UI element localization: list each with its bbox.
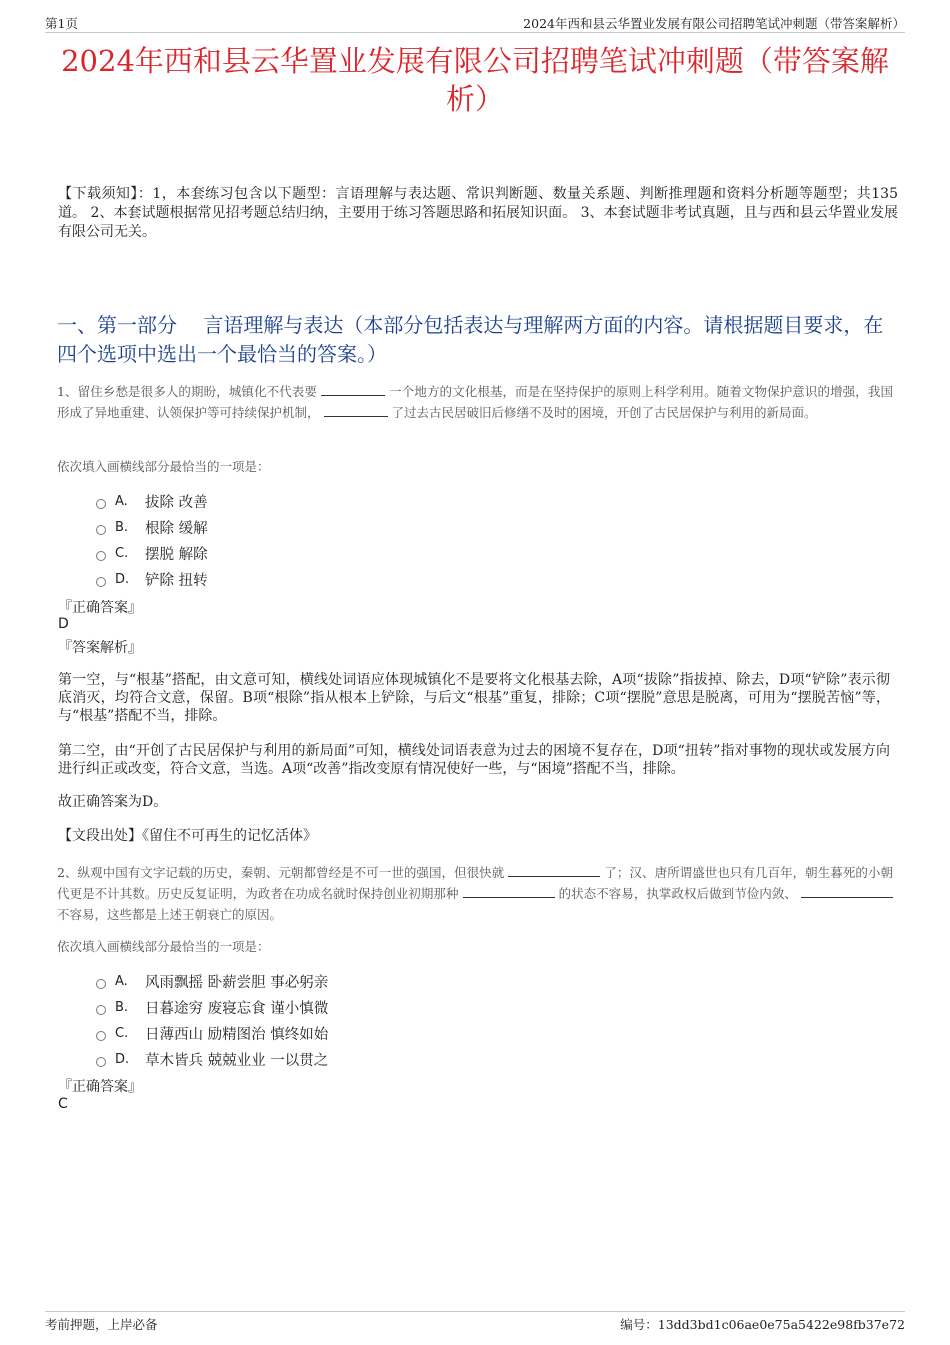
question-2-options bbox=[96, 968, 328, 1072]
option-text: 铲除 扭转 bbox=[145, 572, 208, 589]
page-title: 2024年西和县云华置业发展有限公司招聘笔试冲刺题（带答案解析） bbox=[61, 44, 889, 116]
option-text: 日暮途穷 废寝忘食 谨小慎微 bbox=[145, 1000, 329, 1017]
radio-icon[interactable] bbox=[96, 1005, 106, 1015]
question-1-prompt: 依次填入画横线部分最恰当的一项是： bbox=[57, 459, 270, 474]
radio-icon[interactable] bbox=[96, 525, 106, 535]
question-1-part-1: 1、留住乡愁是很多人的期盼，城镇化不代表要 bbox=[57, 384, 318, 399]
question-2-part-3: 的状态不容易，执掌政权后做到节俭内敛、 bbox=[558, 886, 797, 901]
radio-icon[interactable] bbox=[96, 577, 106, 587]
option-b[interactable] bbox=[96, 994, 328, 1020]
passage-source: 【文段出处】《留住不可再生的记忆活体》 bbox=[58, 828, 317, 844]
radio-icon[interactable] bbox=[96, 499, 106, 509]
option-d[interactable] bbox=[96, 1046, 328, 1072]
question-1-part-3: 了过去古民居破旧后修缮不及时的困境，开创了古民居保护与利用的新局面。 bbox=[391, 405, 817, 420]
option-letter: B. bbox=[115, 519, 129, 535]
header-doc-title: 2024年西和县云华置业发展有限公司招聘笔试冲刺题（带答案解析） bbox=[523, 16, 905, 31]
footer-doc-id: 编号：13dd3bd1c06ae0e75a5422e98fb37e72 bbox=[620, 1317, 905, 1332]
fill-blank bbox=[321, 383, 385, 396]
fill-blank bbox=[508, 864, 600, 877]
analysis-paragraph-2: 第二空，由“开创了古民居保护与利用的新局面”可知，横线处词语表意为过去的困境不复存在，D项“扭转”指对事物的现状或发展方向进行纠正或改变，符合文意，当选。A项“改善”指改变原有情况使好一些，与“困境”搭配不当，排除。 bbox=[58, 743, 890, 777]
analysis-paragraph-1: 第一空，与“根基”搭配，由文意可知，横线处词语应体现城镇化不是要将文化根基去除，A项“拔除”指拔掉、除去，D项“铲除”表示彻底消灭，均符合文意，保留。B项“根除”指从根本上铲除，与后文“根基”重复，排除；C项“摆脱”意思是脱离，可用为“摆脱苦恼”等，与“根基”搭配不当，排除。 bbox=[58, 672, 890, 724]
option-text: 拔除 改善 bbox=[145, 494, 208, 511]
radio-icon[interactable] bbox=[96, 979, 106, 989]
page-footer bbox=[45, 1311, 905, 1332]
page-header bbox=[45, 14, 905, 33]
question-2-part-2: 了；汉、唐所谓盛世也只有几百年，朝生暮死的小朝代更是不计其数。历史反复证明，为政者在功成名就时保持创业初期那种 bbox=[57, 865, 893, 901]
question-1-part-2: 一个地方的文化根基，而是在坚持保护的原则上科学利用。随着文物保护意识的增强，我国形成了异地重建、认领保护等可持续保护机制， bbox=[57, 384, 893, 420]
answer-value: D bbox=[58, 616, 69, 632]
option-text: 摆脱 解除 bbox=[145, 546, 208, 563]
footer-slogan: 考前押题，上岸必备 bbox=[45, 1317, 158, 1332]
option-c[interactable] bbox=[96, 1020, 328, 1046]
option-a[interactable] bbox=[96, 488, 208, 514]
option-d[interactable] bbox=[96, 566, 208, 592]
fill-blank bbox=[463, 885, 555, 898]
radio-icon[interactable] bbox=[96, 1031, 106, 1041]
radio-icon[interactable] bbox=[96, 1057, 106, 1067]
option-b[interactable] bbox=[96, 514, 208, 540]
download-notice: 【下载须知】：1，本套练习包含以下题型：言语理解与表达题、常识判断题、数量关系题、判断推理题和资料分析题等题型；共135道。 2、本套试题根据常见招考题总结归纳，主要用于练习答题思路和拓展知识面。 3、本套试题非考试真题，且与西和县云华置业发展有限公司无关。 bbox=[58, 186, 898, 240]
analysis-label: 『答案解析』 bbox=[58, 640, 142, 656]
option-text: 根除 缓解 bbox=[145, 520, 208, 537]
option-letter: D. bbox=[115, 571, 130, 587]
question-1-text bbox=[57, 381, 893, 423]
fill-blank bbox=[801, 885, 893, 898]
question-2-text bbox=[57, 862, 893, 925]
radio-icon[interactable] bbox=[96, 551, 106, 561]
analysis-conclusion: 故正确答案为D。 bbox=[58, 794, 168, 810]
option-a[interactable] bbox=[96, 968, 328, 994]
page-number: 第1页 bbox=[45, 16, 78, 31]
option-letter: C. bbox=[115, 1025, 129, 1041]
option-text: 草木皆兵 兢兢业业 一以贯之 bbox=[145, 1052, 329, 1069]
option-text: 风雨飘摇 卧薪尝胆 事必躬亲 bbox=[145, 974, 329, 991]
option-letter: A. bbox=[115, 493, 128, 509]
answer-value: C bbox=[58, 1096, 68, 1112]
option-text: 日薄西山 励精图治 慎终如始 bbox=[145, 1026, 329, 1043]
answer-label: 『正确答案』 bbox=[58, 1079, 142, 1095]
question-1-options bbox=[96, 488, 208, 592]
question-2-part-4: 不容易，这些都是上述王朝衰亡的原因。 bbox=[57, 907, 283, 922]
option-letter: B. bbox=[115, 999, 129, 1015]
fill-blank bbox=[324, 404, 388, 417]
option-letter: A. bbox=[115, 973, 128, 989]
answer-label: 『正确答案』 bbox=[58, 600, 142, 616]
option-letter: D. bbox=[115, 1051, 130, 1067]
question-2-part-1: 2、纵观中国有文字记载的历史，秦朝、元朝都曾经是不可一世的强国，但很快就 bbox=[57, 865, 505, 880]
section-heading: 一、第一部分 言语理解与表达（本部分包括表达与理解两方面的内容。请根据题目要求，在四个选项中选出一个最恰当的答案。） bbox=[57, 313, 884, 366]
option-letter: C. bbox=[115, 545, 129, 561]
option-c[interactable] bbox=[96, 540, 208, 566]
question-2-prompt: 依次填入画横线部分最恰当的一项是： bbox=[57, 939, 270, 954]
